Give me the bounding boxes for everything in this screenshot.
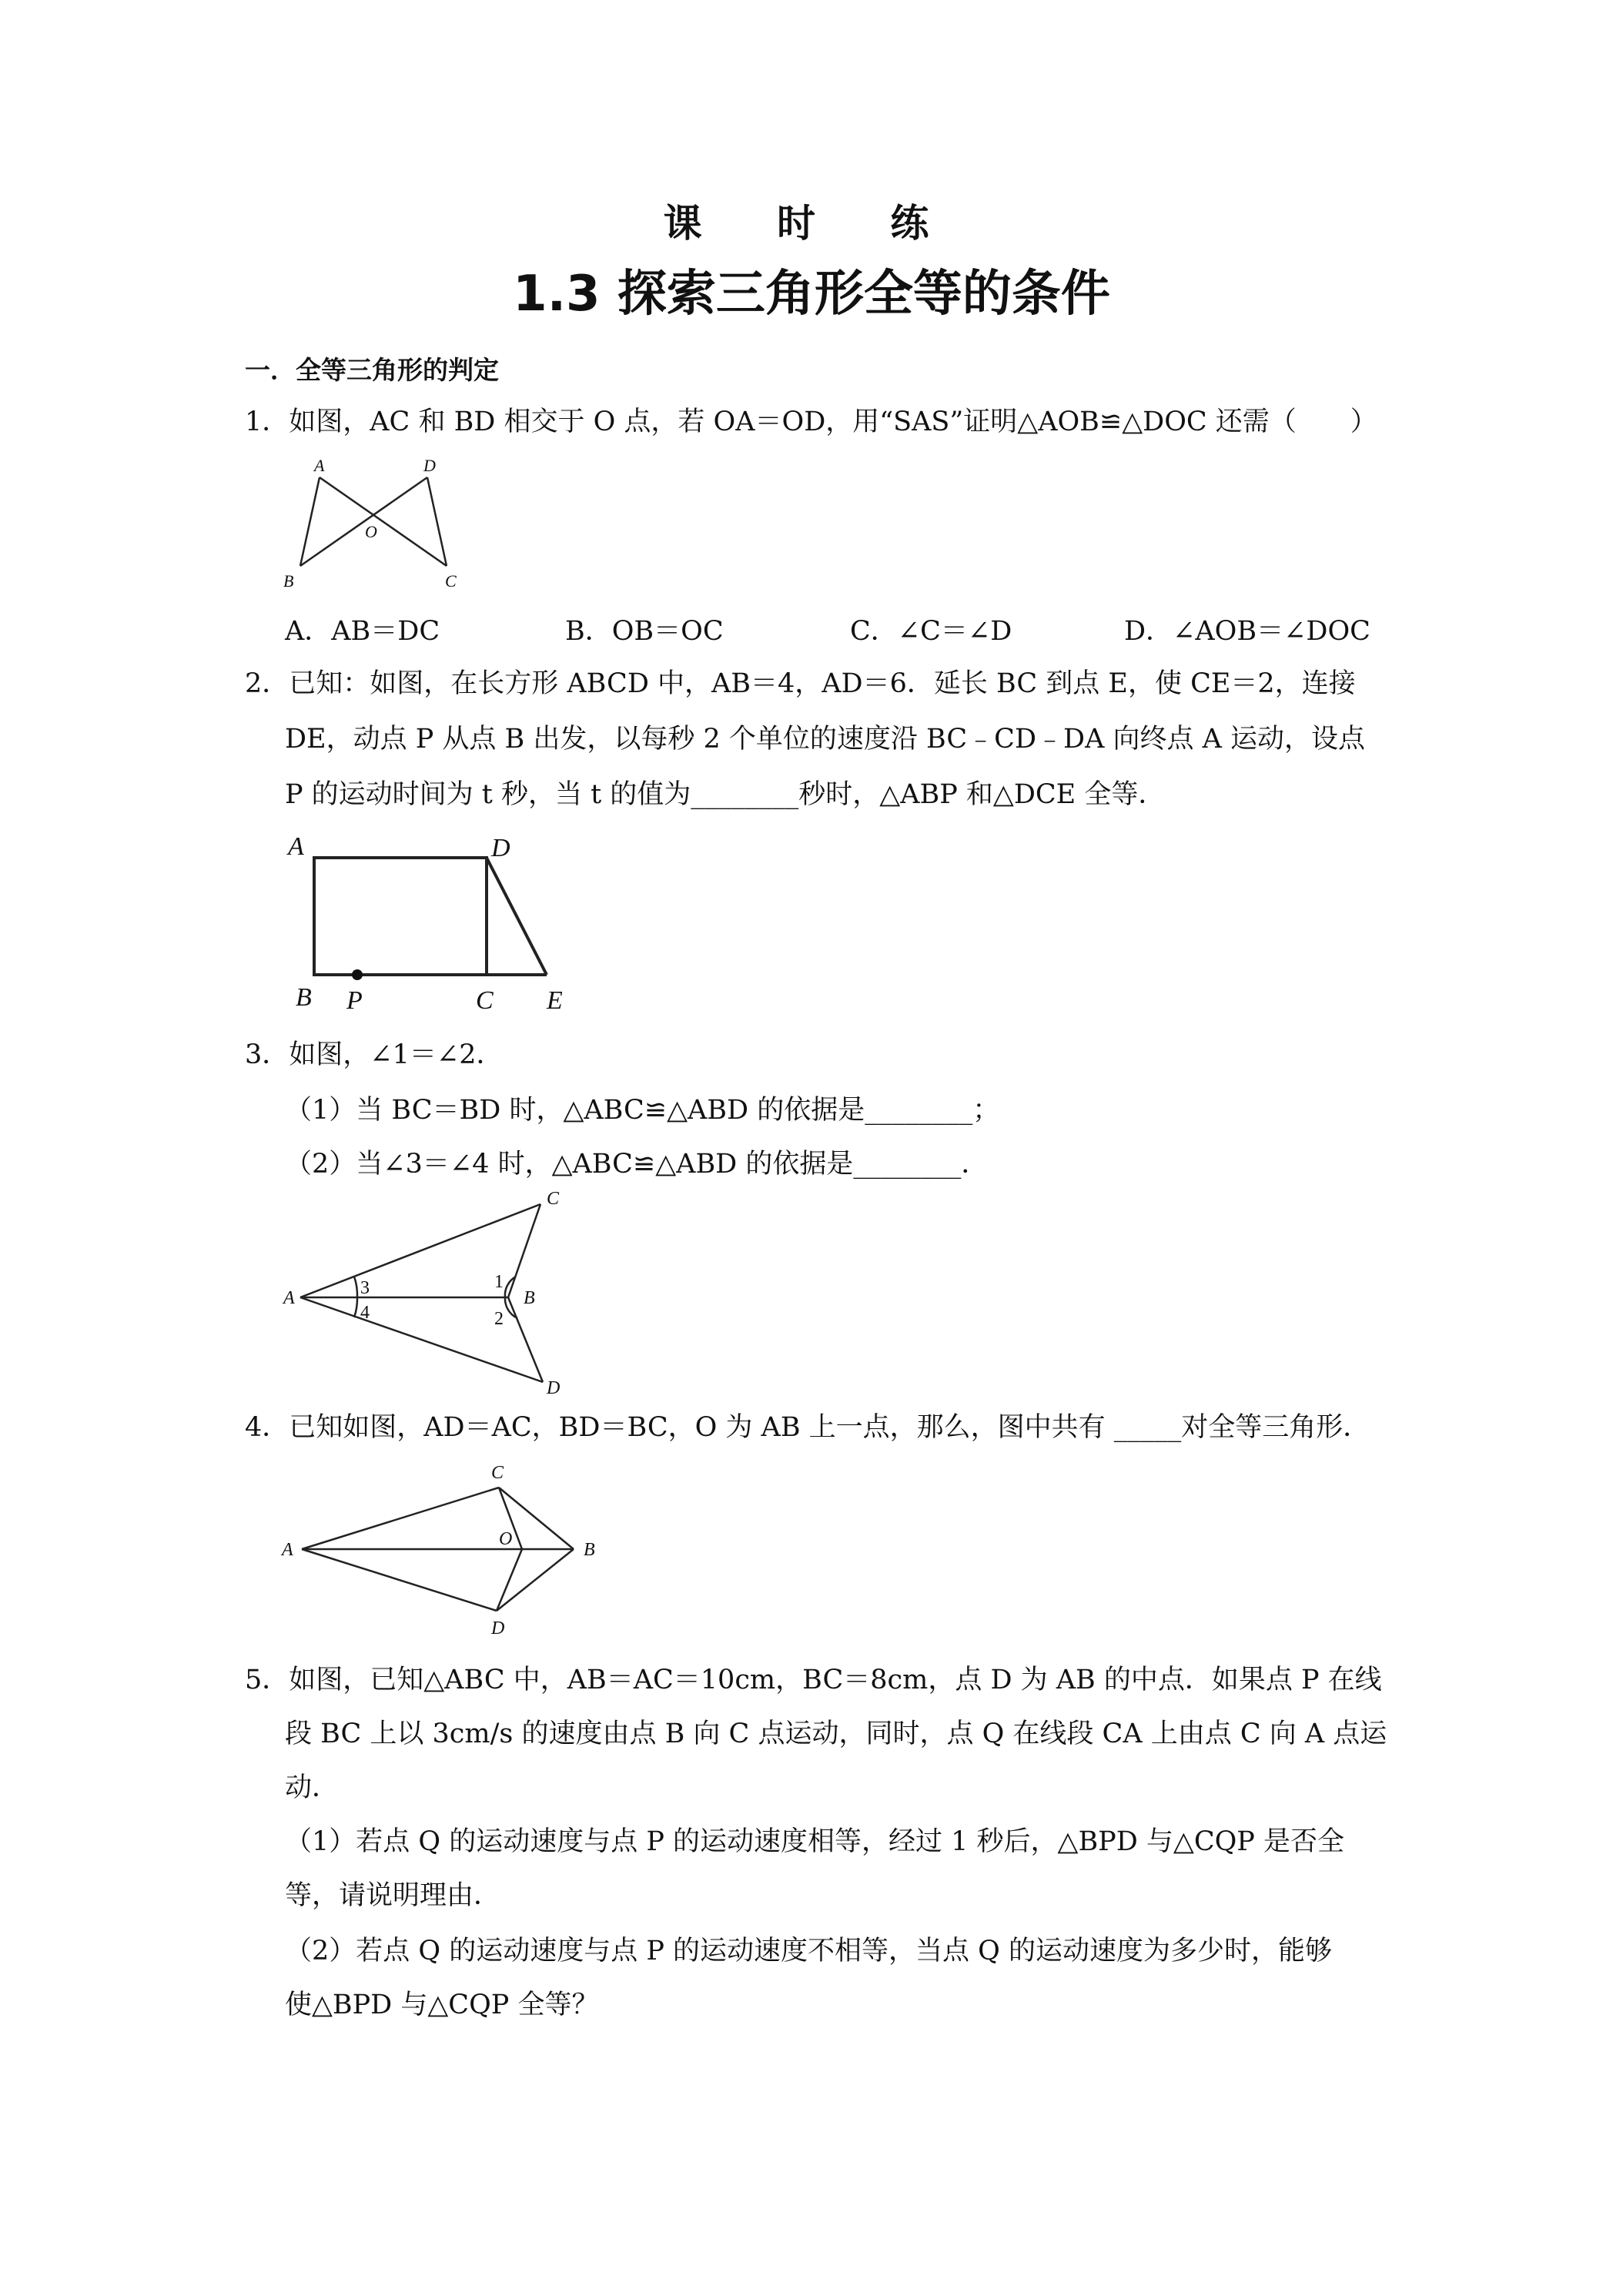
q2-label-a: A [288, 832, 304, 861]
q4-label-b: B [584, 1540, 595, 1560]
q5-line-4: （1）若点 Q 的运动速度与点 P 的运动速度相等，经过 1 秒后，△BPD 与△CQP 是否全 [285, 1826, 1344, 1857]
q3-line-3: （2）当∠3＝∠4 时，△ABC≌△ABD 的依据是________． [285, 1149, 989, 1180]
q1-label-b: B [283, 571, 294, 591]
q2-label-b: B [296, 983, 312, 1012]
q2-label-d: D [491, 834, 510, 862]
q3-line-1: 3．如图，∠1＝∠2． [245, 1039, 504, 1070]
q1-figure [277, 454, 477, 601]
q1-option-a: A．AB＝DC [285, 616, 440, 647]
q4-label-o: O [499, 1529, 513, 1549]
q1-label-a: A [314, 456, 325, 475]
q1-option-b: B．OB＝OC [565, 616, 724, 647]
q3-label-3: 3 [360, 1278, 370, 1298]
q5-line-6: （2）若点 Q 的运动速度与点 P 的运动速度不相等，当点 Q 的运动速度为多少时，能够 [285, 1936, 1332, 1966]
q5-line-7: 使△BPD 与△CQP 全等？ [285, 1990, 599, 2020]
q4-label-a: A [282, 1540, 293, 1560]
q3-label-2: 2 [494, 1309, 504, 1329]
q3-label-1: 1 [494, 1272, 504, 1292]
q2-figure [285, 832, 585, 1016]
q1-label-o: O [365, 522, 377, 541]
subtitle: 课 时 练 [663, 200, 960, 246]
q3-label-c: C [547, 1189, 560, 1209]
q2-line-2: DE，动点 P 从点 B 出发，以每秒 2 个单位的速度沿 BC﹣CD﹣DA 向终点 A 运动，设点 [285, 724, 1366, 755]
q2-label-p: P [346, 986, 363, 1015]
q5-line-1: 5．如图，已知△ABC 中，AB＝AC＝10cm，BC＝8cm，点 D 为 AB 的中点．如果点 P 在线 [245, 1665, 1382, 1695]
q1-label-c: C [445, 571, 457, 591]
q4-label-d: D [491, 1618, 505, 1638]
q1-option-d: D．∠AOB＝∠DOC [1124, 616, 1370, 647]
q4-text: 4．已知如图，AD＝AC，BD＝BC，O 为 AB 上一点，那么，图中共有 _____对全等三角形． [245, 1412, 1370, 1443]
q5-line-5: 等，请说明理由． [285, 1880, 501, 1911]
q4-label-c: C [491, 1463, 504, 1483]
q3-label-d: D [547, 1378, 561, 1398]
q5-line-2: 段 BC 上以 3cm/s 的速度由点 B 向 C 点运动，同时，点 Q 在线段 CA 上由点 C 向 A 点运 [285, 1719, 1387, 1749]
q3-label-4: 4 [360, 1303, 370, 1323]
q1-label-d: D [423, 456, 436, 475]
q2-label-e: E [547, 986, 563, 1015]
q3-label-b: B [524, 1288, 535, 1308]
q3-line-2: （1）当 BC＝BD 时，△ABC≌△ABD 的依据是________； [285, 1095, 1000, 1126]
q5-line-3: 动． [285, 1772, 340, 1803]
section-heading: 一．全等三角形的判定 [245, 355, 499, 385]
page-title: 1.3 探索三角形全等的条件 [513, 266, 1110, 323]
q1-option-c: C．∠C＝∠D [850, 616, 1012, 647]
q3-label-a: A [283, 1288, 295, 1308]
q2-label-c: C [476, 986, 494, 1015]
q2-line-1: 2．已知：如图，在长方形 ABCD 中，AB＝4，AD＝6．延长 BC 到点 E，使 CE＝2，连接 [245, 668, 1356, 699]
q4-figure [277, 1455, 608, 1640]
q2-line-3: P 的运动时间为 t 秒，当 t 的值为________秒时，△ABP 和△DCE 全等． [285, 779, 1166, 810]
q3-figure [277, 1189, 585, 1398]
q1-text: 1．如图，AC 和 BD 相交于 O 点，若 OA＝OD，用“SAS”证明△AOB≌△DOC 还需（ ） [245, 407, 1377, 437]
